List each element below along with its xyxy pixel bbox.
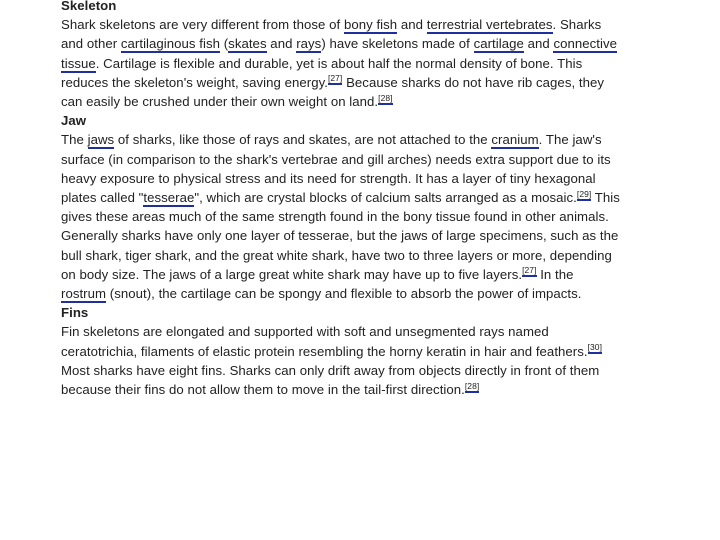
citation-link[interactable]: [28] [378, 92, 393, 103]
text-run: In the [536, 266, 574, 282]
text-run: and [266, 36, 297, 52]
paragraph [61, 226, 621, 303]
text-run: Because sharks do not have rib cages, they can easily be crushed under their own weight on land. [61, 74, 605, 110]
text-run: and [397, 17, 427, 33]
link-jaws[interactable]: jaws [87, 132, 115, 148]
text-run: . The jaw's surface (in comparison to the shark's vertebrae and gill arches) needs extra support due to its heavy exposure to physical stress and its need for strength. It has a layer of tiny hexagonal plates called " [61, 132, 611, 206]
article-body [61, 0, 621, 399]
citation-link[interactable]: [27] [522, 265, 537, 276]
text-run: ( [220, 36, 229, 52]
link-cranium[interactable]: cranium [491, 132, 539, 148]
text-run: Shark skeletons are very different from those of [61, 17, 344, 33]
citation-ref [328, 73, 342, 85]
link-rays[interactable]: rays [296, 36, 322, 52]
text-run: The [61, 132, 88, 148]
citation-ref [577, 189, 591, 201]
link-cartilaginous-fish[interactable]: cartilaginous fish [120, 36, 221, 52]
citation-link[interactable]: [28] [464, 380, 480, 391]
paragraph [61, 15, 621, 111]
citation-ref [588, 342, 602, 354]
section-jaw [61, 111, 621, 303]
citation-link[interactable]: [30] [587, 342, 602, 353]
link-rostrum[interactable]: rostrum [61, 286, 107, 302]
section-heading-fins: Fins [61, 305, 89, 321]
link-cartilage[interactable]: cartilage [473, 36, 524, 52]
text-run: Most sharks have eight fins. Sharks can only drift away from objects directly in front of them because their fins do not allow them to move in the tail-first direction. [61, 362, 600, 398]
text-run: This gives these areas much of the same strength found in the bony tissue found in other animals. [61, 190, 620, 225]
text-run: . Sharks and other [61, 17, 602, 52]
section-fins [61, 303, 621, 399]
citation-link[interactable]: [27] [327, 73, 343, 84]
text-run: . Cartilage is flexible and durable, yet is about half the normal density of bone. This reduces the skeleton's weight, saving energy. [61, 55, 583, 90]
section-skeleton [61, 0, 621, 111]
text-run: (snout), the cartilage can be spongy and flexible to absorb the power of impacts. [106, 286, 582, 302]
citation-ref [522, 265, 536, 277]
citation-ref [465, 381, 479, 393]
text-run: of sharks, like those of rays and skates, are not attached to the [114, 132, 492, 148]
section-heading-jaw: Jaw [61, 113, 87, 129]
link-terrestrial-vertebrates[interactable]: terrestrial vertebrates [426, 17, 553, 33]
text-run: ", which are crystal blocks of calcium salts arranged as a mosaic. [194, 190, 577, 206]
paragraph [61, 130, 621, 226]
link-skates[interactable]: skates [228, 36, 267, 52]
text-run: Fin skeletons are elongated and supported with soft and unsegmented rays named ceratotrichia, filaments of elastic protein resembling the horny keratin in hair and feathers. [61, 324, 588, 359]
citation-link[interactable]: [29] [576, 188, 592, 199]
link-tesserae[interactable]: tesserae [143, 190, 195, 206]
text-run: and [523, 36, 554, 52]
text-run: ) have skeletons made of [321, 36, 474, 52]
link-connective-tissue[interactable]: connective tissue [61, 36, 618, 71]
citation-ref [378, 93, 392, 105]
text-run: Generally sharks have only one layer of tesserae, but the jaws of large specimens, such as the bull shark, tiger shark, and the great white shark, have two to three layers or more, depending on body size. The jaws of a large great white shark may have up to five layers. [61, 228, 619, 282]
section-heading-skeleton: Skeleton [61, 0, 117, 13]
paragraph [61, 322, 621, 399]
link-bony-fish[interactable]: bony fish [343, 17, 398, 33]
